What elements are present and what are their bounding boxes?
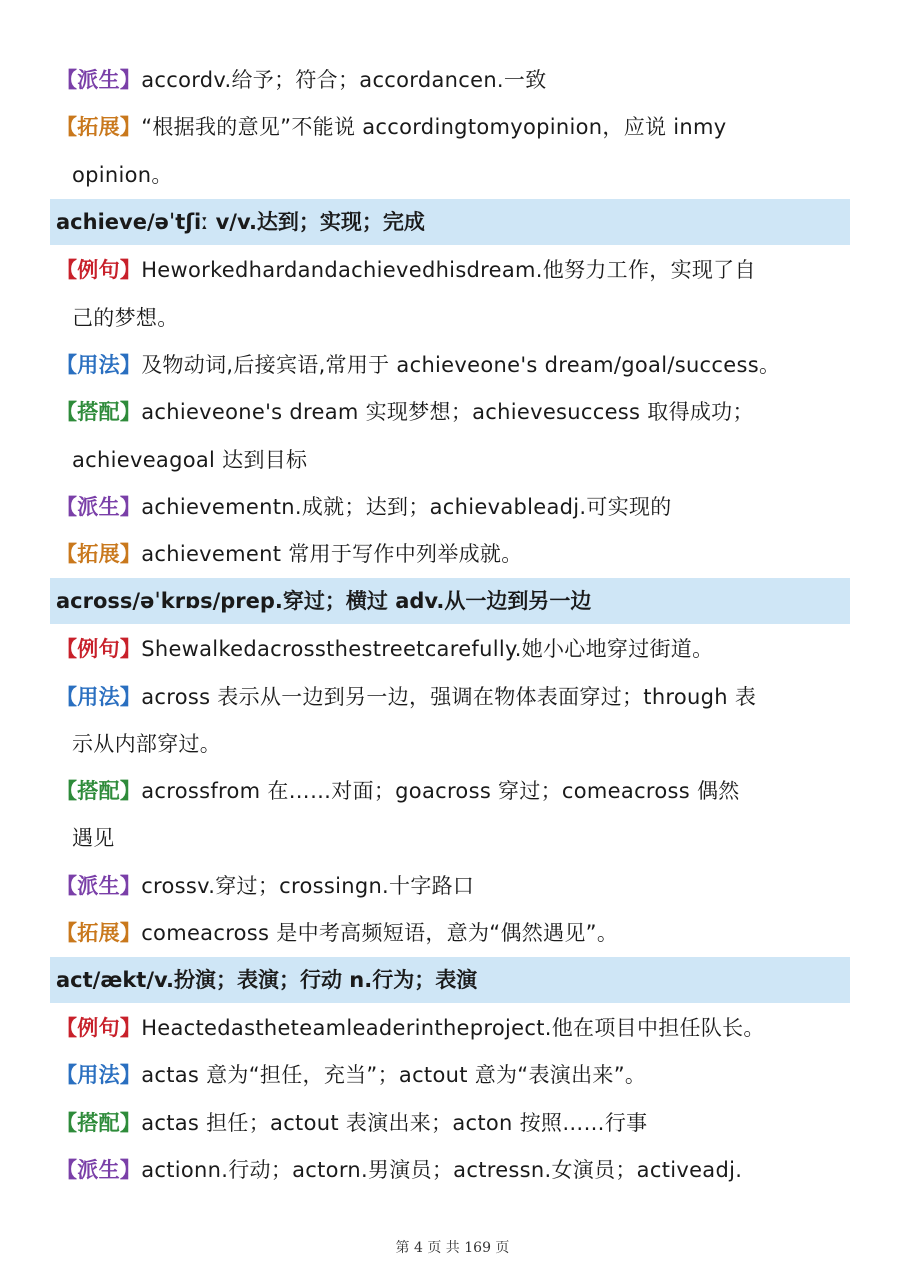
entry-line-continuation	[72, 440, 872, 480]
extend-tag: 【拓展】	[56, 115, 142, 139]
entry-line	[56, 60, 856, 100]
entry-line	[56, 913, 856, 953]
entry-line-continuation	[72, 155, 872, 195]
collocation-tag: 【搭配】	[56, 1111, 142, 1135]
headword-bar: act/ækt/v.扮演；表演；行动 n.行为；表演	[50, 957, 850, 1003]
usage-tag: 【用法】	[56, 1063, 142, 1087]
line-text: 及物动词,后接宾语,常用于 achieveone's dream/goal/success。	[141, 353, 781, 377]
line-text: 遇见	[72, 826, 115, 850]
line-text: actionn.行动；actorn.男演员；actressn.女演员；activeadj.	[141, 1158, 743, 1182]
page-footer: 第 4 页 共 169 页	[395, 1240, 510, 1256]
line-text: actas 意为“担任，充当”；actout 意为“表演出来”。	[141, 1063, 647, 1087]
line-text: crossv.穿过；crossingn.十字路口	[141, 874, 475, 898]
usage-tag: 【用法】	[56, 685, 142, 709]
derive-tag: 【派生】	[56, 874, 142, 898]
entry-line	[56, 1055, 856, 1095]
entry-line	[56, 345, 856, 385]
entry-line	[56, 534, 856, 574]
extend-tag: 【拓展】	[56, 921, 142, 945]
line-text: Shewalkedacrossthestreetcarefully.她小心地穿过街道。	[141, 637, 714, 661]
headword-bar: achieve/əˈtʃiː v/v.达到；实现；完成	[50, 199, 850, 245]
entry-line	[56, 487, 856, 527]
entry-line	[56, 1150, 856, 1190]
derive-tag: 【派生】	[56, 68, 142, 92]
line-text: achievement 常用于写作中列举成就。	[141, 542, 523, 566]
entry-line	[56, 107, 856, 147]
entry-line	[56, 1103, 856, 1143]
derive-tag: 【派生】	[56, 1158, 142, 1182]
line-text: achieveone's dream 实现梦想；achievesuccess 取得成功；	[141, 400, 754, 424]
headword-bar: across/əˈkrɒs/prep.穿过；横过 adv.从一边到另一边	[50, 578, 850, 624]
line-text: Heactedastheteamleaderintheproject.他在项目中担任队长。	[141, 1016, 765, 1040]
entry-line	[56, 392, 856, 432]
entry-line-continuation	[72, 298, 872, 338]
entry-line-continuation	[72, 818, 872, 858]
line-text: 己的梦想。	[72, 306, 179, 330]
example-tag: 【例句】	[56, 258, 142, 282]
entry-line	[56, 250, 856, 290]
line-text: achievementn.成就；达到；achievableadj.可实现的	[141, 495, 672, 519]
line-text: “根据我的意见”不能说 accordingtomyopinion，应说 inmy	[141, 115, 727, 139]
line-text: actas 担任；actout 表演出来；acton 按照……行事	[141, 1111, 648, 1135]
entry-line	[56, 629, 856, 669]
collocation-tag: 【搭配】	[56, 779, 142, 803]
entry-line	[56, 1008, 856, 1048]
line-text: across 表示从一边到另一边，强调在物体表面穿过；through 表	[141, 685, 757, 709]
entry-line-continuation	[72, 724, 872, 764]
example-tag: 【例句】	[56, 1016, 142, 1040]
line-text: acrossfrom 在……对面；goacross 穿过；comeacross 偶然	[141, 779, 740, 803]
collocation-tag: 【搭配】	[56, 400, 142, 424]
entry-line	[56, 677, 856, 717]
line-text: accordv.给予；符合；accordancen.一致	[141, 68, 547, 92]
entry-line	[56, 771, 856, 811]
derive-tag: 【派生】	[56, 495, 142, 519]
line-text: Heworkedhardandachievedhisdream.他努力工作，实现了自	[141, 258, 756, 282]
entry-line	[56, 866, 856, 906]
usage-tag: 【用法】	[56, 353, 142, 377]
line-text: achieveagoal 达到目标	[72, 448, 308, 472]
extend-tag: 【拓展】	[56, 542, 142, 566]
line-text: 示从内部穿过。	[72, 732, 222, 756]
example-tag: 【例句】	[56, 637, 142, 661]
line-text: opinion。	[72, 163, 173, 187]
line-text: comeacross 是中考高频短语，意为“偶然遇见”。	[141, 921, 619, 945]
